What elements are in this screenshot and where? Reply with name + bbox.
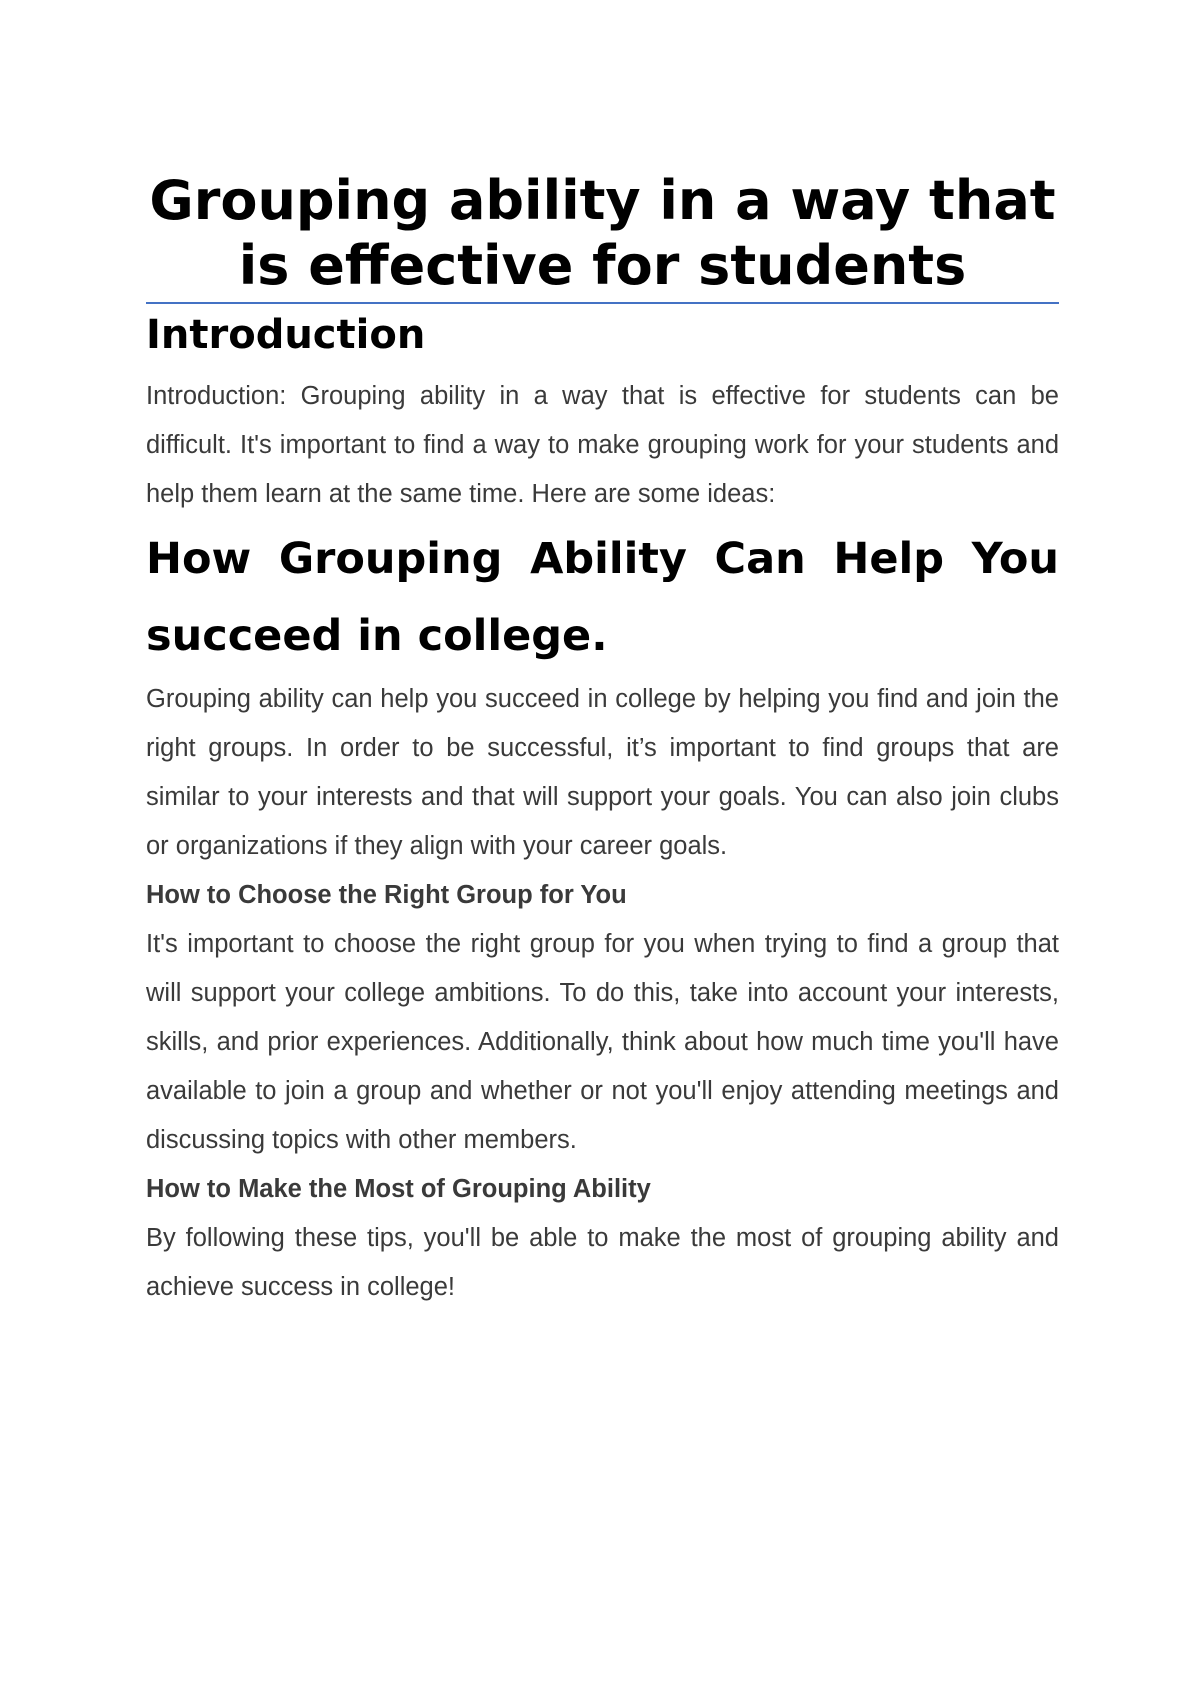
section-paragraph-how-grouping-helps: Grouping ability can help you succeed in college by helping you find and join the right groups. In order to be successful, it’s important to find groups that are similar to your interests and that will support your goals. You can also join clubs or organizations if they align with your career goals. <box>146 685 1059 860</box>
section-heading-make-the-most: How to Make the Most of Grouping Ability <box>146 1175 651 1203</box>
section-paragraph-introduction: Introduction: Grouping ability in a way that is effective for students can be difficult. It's important to find a way to make grouping work for your students and help them learn at the same time. Here are some ideas: <box>146 382 1059 508</box>
section-paragraph-make-the-most: By following these tips, you'll be able to make the most of grouping ability and achieve success in college! <box>146 1224 1059 1301</box>
section-heading-how-grouping-helps: How Grouping Ability Can Help You succeed in college. <box>146 534 1059 661</box>
document-title: Grouping ability in a way that is effective for students <box>146 168 1059 304</box>
section-heading-choose-right-group: How to Choose the Right Group for You <box>146 881 627 909</box>
document-content <box>146 168 1059 1312</box>
section-paragraph-choose-right-group: It's important to choose the right group for you when trying to find a group that will support your college ambitions. To do this, take into account your interests, skills, and prior experiences. Additionally, think about how much time you'll have available to join a group and whether or not you'll enjoy attending meetings and discussing topics with other members. <box>146 930 1059 1154</box>
section-heading-introduction: Introduction <box>146 312 426 358</box>
